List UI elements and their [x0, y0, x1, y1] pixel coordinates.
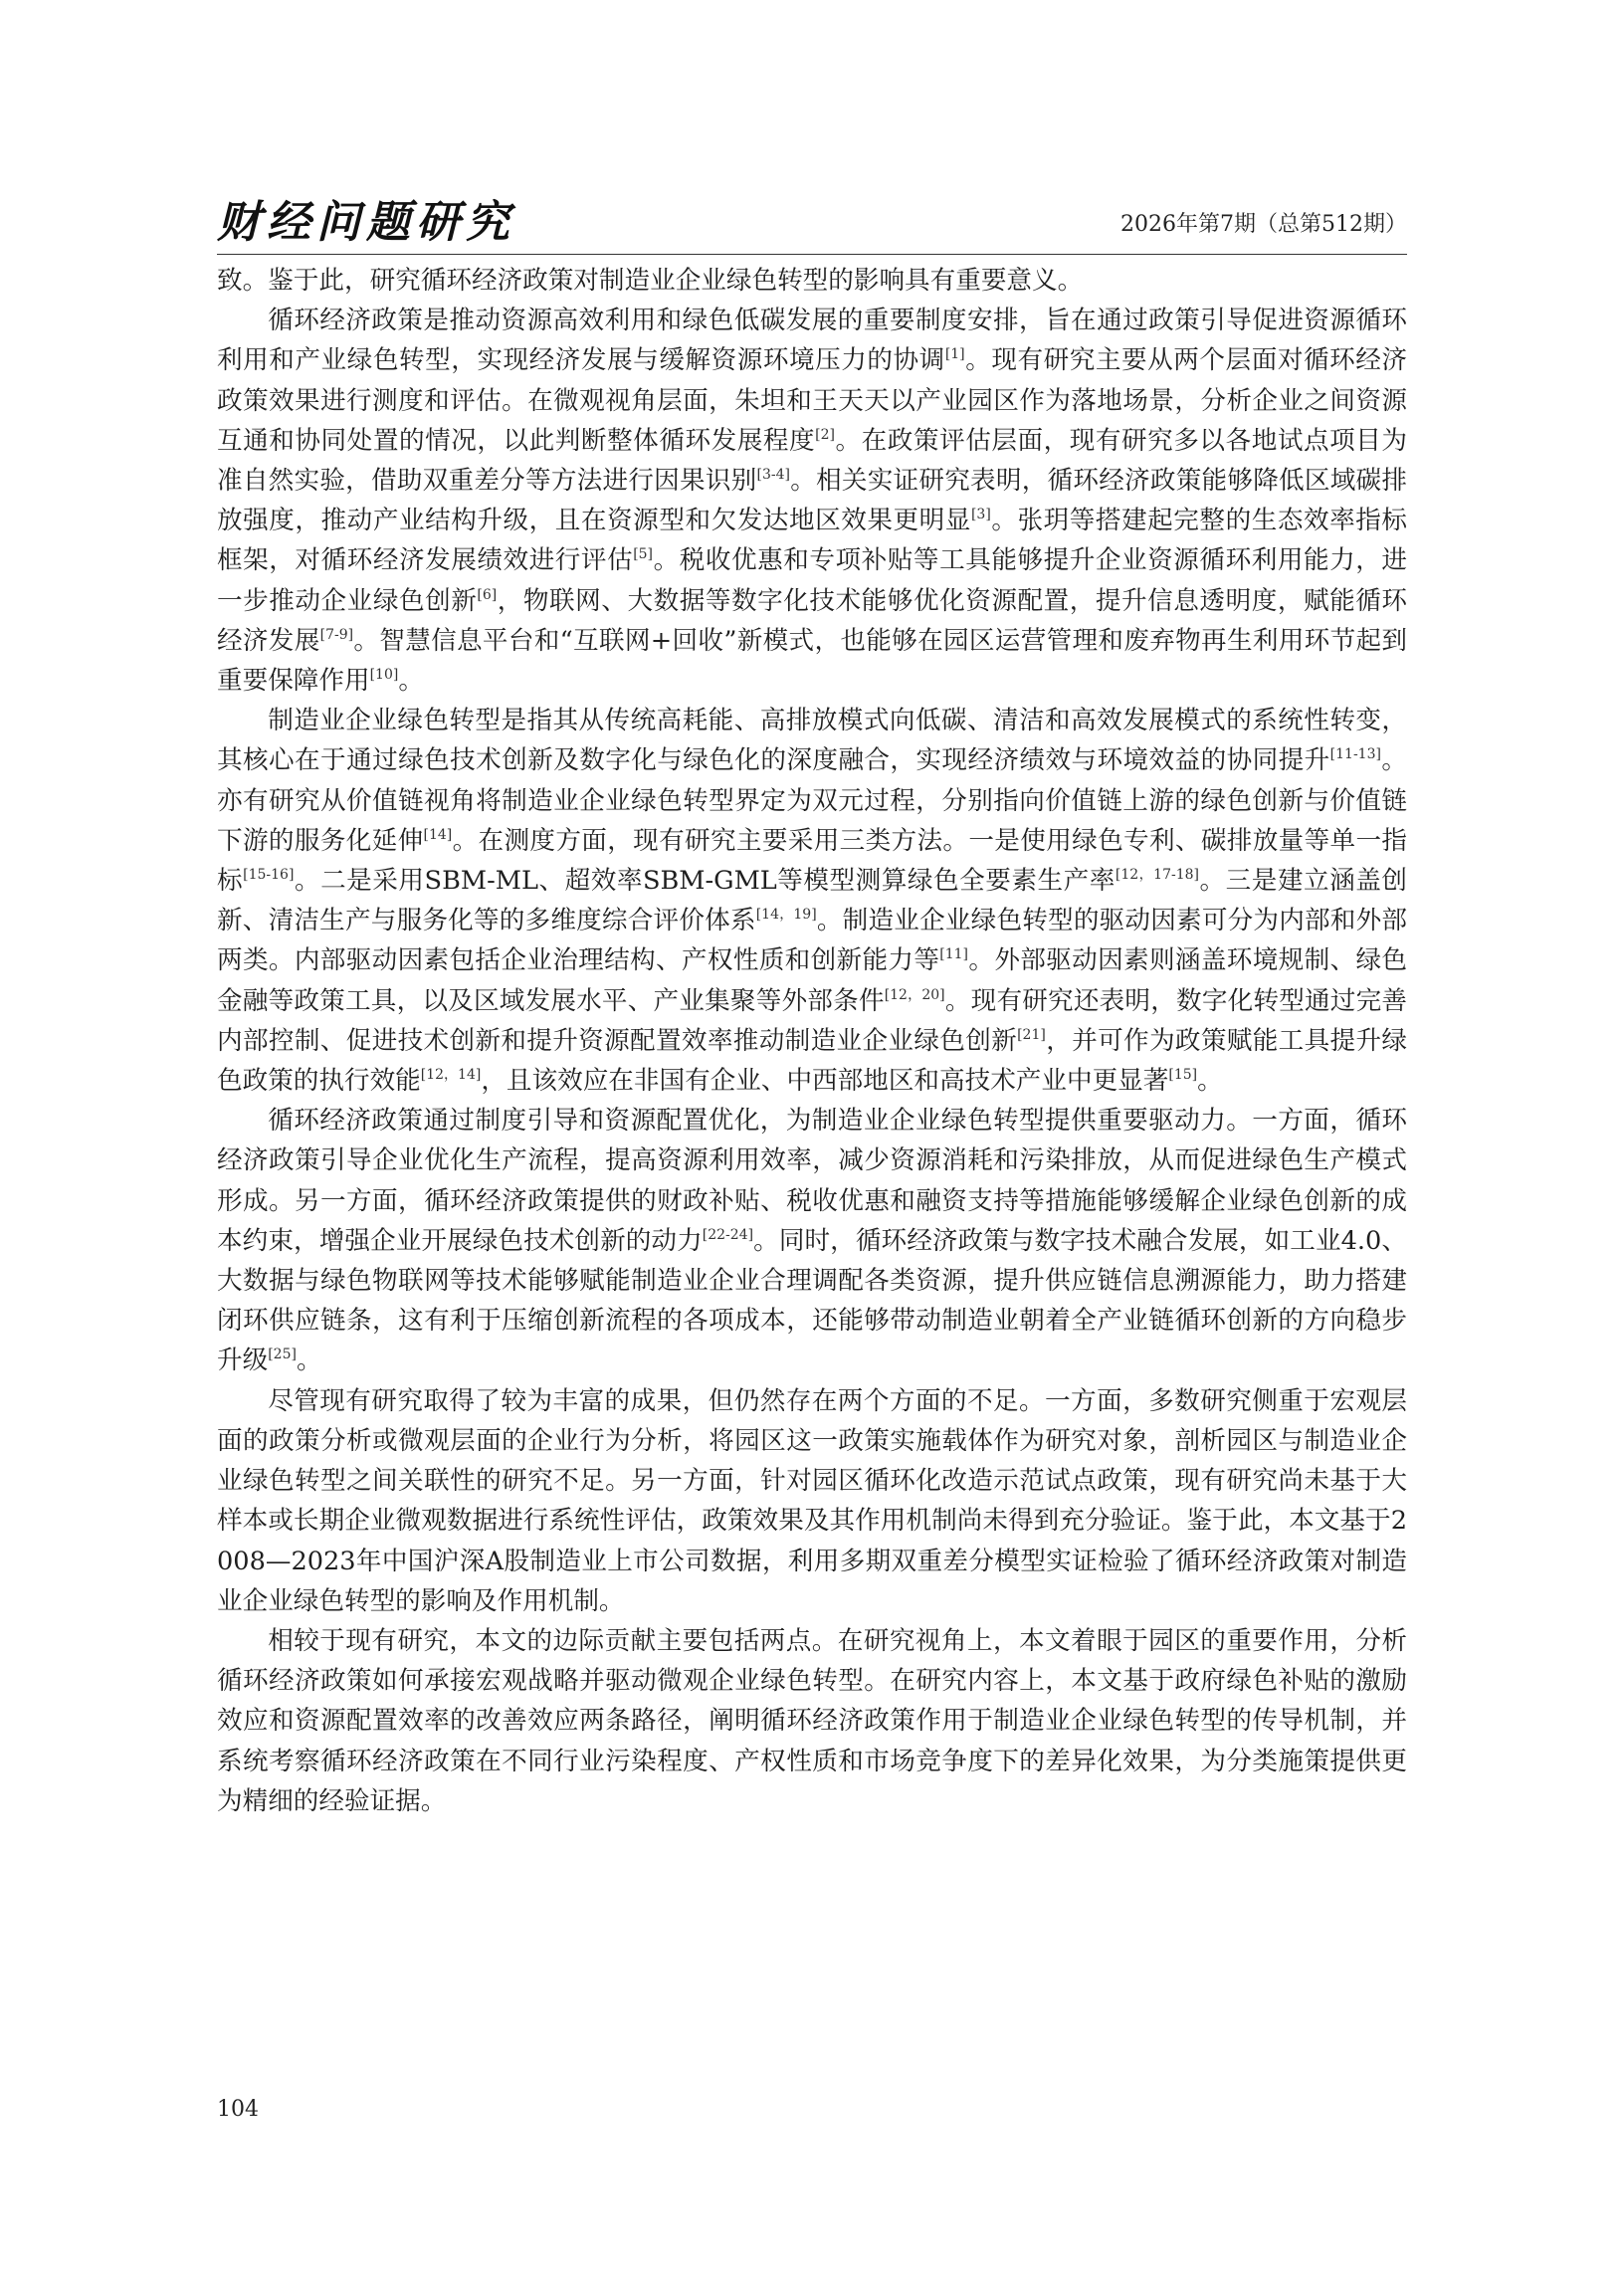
- paragraph: [217, 1101, 1407, 1380]
- text-run: 。在政策评估层面，现有研究多以各地试点项目为准自然实验，借助双重差分等方法进行因果识别: [217, 425, 1407, 497]
- text-run: 。外部驱动因素则涵盖环境规制、绿色金融等政策工具，以及区域发展水平、产业集聚等外部条件: [217, 945, 1407, 1016]
- citation-ref: [2]: [815, 426, 835, 443]
- text-run: 。现有研究还表明，数字化转型通过完善内部控制、促进技术创新和提升资源配置效率推动制造业企业绿色创新: [217, 985, 1407, 1056]
- text-run: 致。鉴于此，研究循环经济政策对制造业企业绿色转型的影响具有重要意义。: [217, 266, 1084, 296]
- text-run: 循环经济政策是推动资源高效利用和绿色低碳发展的重要制度安排，旨在通过政策引导促进资源循环利用和产业绿色转型，实现经济发展与缓解资源环境压力的协调: [217, 306, 1407, 376]
- issue-info: 2026年第7期（总第512期）: [1120, 212, 1407, 237]
- journal-title: 财经问题研究: [217, 197, 515, 248]
- text-run: 。: [398, 666, 424, 697]
- citation-ref: [5]: [633, 546, 654, 563]
- text-run: 。智慧信息平台和“互联网+回收”新模式，也能够在园区运营管理和废弃物再生利用环节起到重要保障作用: [217, 625, 1407, 697]
- text-run: 制造业企业绿色转型是指其从传统高耗能、高排放模式向低碳、清洁和高效发展模式的系统性转变，其核心在于通过绿色技术创新及数字化与绿色化的深度融合，实现经济绩效与环境效益的协同提升: [217, 706, 1407, 776]
- text-run: 。在测度方面，现有研究主要采用三类方法。一是使用绿色专利、碳排放量等单一指标: [217, 825, 1407, 897]
- text-run: 。制造业企业绿色转型的驱动因素可分为内部和外部两类。内部驱动因素包括企业治理结构、产权性质和创新能力等: [217, 906, 1407, 976]
- paragraph: [217, 1381, 1407, 1621]
- citation-ref: [6]: [477, 586, 498, 603]
- text-run: 。亦有研究从价值链视角将制造业企业绿色转型界定为双元过程，分别指向价值链上游的绿色创新与价值链下游的服务化延伸: [217, 745, 1407, 856]
- citation-ref: [12，20]: [884, 986, 945, 1003]
- citation-ref: [1]: [944, 346, 965, 363]
- paragraph: [217, 701, 1407, 1101]
- citation-ref: [3-4]: [756, 467, 790, 484]
- text-run: 。: [1197, 1066, 1223, 1097]
- citation-ref: [12，17-18]: [1115, 867, 1200, 884]
- citation-ref: [21]: [1017, 1026, 1046, 1043]
- body-text: [217, 261, 1407, 1821]
- text-run: ，物联网、大数据等数字化技术能够优化资源配置，提升信息透明度，赋能循环经济发展: [217, 585, 1407, 656]
- citation-ref: [14，19]: [755, 907, 817, 924]
- citation-ref: [15-16]: [243, 867, 295, 884]
- citation-ref: [22-24]: [702, 1226, 754, 1243]
- citation-ref: [11]: [939, 946, 969, 963]
- text-run: 尽管现有研究取得了较为丰富的成果，但仍然存在两个方面的不足。一方面，多数研究侧重于宏观层面的政策分析或微观层面的企业行为分析，将园区这一政策实施载体作为研究对象，剖析园区与制造业企业绿色转型之间关联性的研究不足。另一方面，针对园区循环化改造示范试点政策，现有研究尚未基于大样本或长期企业微观数据进行系统性评估，政策效果及其作用机制尚未得到充分验证。鉴于此，本文基于2008—2023年中国沪深A股制造业上市公司数据，利用多期双重差分模型实证检验了循环经济政策对制造业企业绿色转型的影响及作用机制。: [217, 1385, 1407, 1616]
- citation-ref: [12，14]: [420, 1067, 482, 1084]
- citation-ref: [25]: [268, 1347, 297, 1363]
- text-run: 。: [296, 1346, 322, 1376]
- citation-ref: [11-13]: [1329, 746, 1381, 763]
- text-run: 。张玥等搭建起完整的生态效率指标框架，对循环经济发展绩效进行评估: [217, 506, 1407, 576]
- text-run: 。三是建立涵盖创新、清洁生产与服务化等的多维度综合评价体系: [217, 866, 1407, 936]
- paragraph: [217, 1621, 1407, 1821]
- text-run: 。税收优惠和专项补贴等工具能够提升企业资源循环利用能力，进一步推动企业绿色创新: [217, 545, 1407, 616]
- citation-ref: [10]: [369, 667, 399, 684]
- text-run: ，且该效应在非国有企业、中西部地区和高技术产业中更显著: [481, 1066, 1169, 1097]
- citation-ref: [15]: [1168, 1067, 1198, 1084]
- text-run: ，并可作为政策赋能工具提升绿色政策的执行效能: [217, 1025, 1407, 1097]
- running-header: [217, 195, 1407, 251]
- text-run: 。二是采用SBM-ML、超效率SBM-GML等模型测算绿色全要素生产率: [294, 866, 1116, 897]
- text-run: 。现有研究主要从两个层面对循环经济政策效果进行测度和评估。在微观视角层面，朱坦和王天天以产业园区作为落地场景，分析企业之间资源互通和协同处置的情况，以此判断整体循环发展程度: [217, 345, 1407, 456]
- paragraph: [217, 301, 1407, 701]
- text-run: 。相关实证研究表明，循环经济政策能够降低区域碳排放强度，推动产业结构升级，且在资源型和欠发达地区效果更明显: [217, 466, 1407, 536]
- citation-ref: [3]: [970, 507, 991, 523]
- citation-ref: [14]: [423, 826, 453, 843]
- header-rule: [217, 254, 1407, 255]
- citation-ref: [7-9]: [319, 626, 354, 643]
- text-run: 相较于现有研究，本文的边际贡献主要包括两点。在研究视角上，本文着眼于园区的重要作用，分析循环经济政策如何承接宏观战略并驱动微观企业绿色转型。在研究内容上，本文基于政府绿色补贴的激励效应和资源配置效率的改善效应两条路径，阐明循环经济政策作用于制造业企业绿色转型的传导机制，并系统考察循环经济政策在不同行业污染程度、产权性质和市场竞争度下的差异化效果，为分类施策提供更为精细的经验证据。: [217, 1625, 1407, 1816]
- page-number: 104: [217, 2097, 259, 2122]
- paragraph: [217, 261, 1407, 301]
- text-run: 。同时，循环经济政策与数字技术融合发展，如工业4.0、大数据与绿色物联网等技术能够赋能制造业企业合理调配各类资源，提升供应链信息溯源能力，助力搭建闭环供应链条，这有利于压缩创新流程的各项成本，还能够带动制造业朝着全产业链循环创新的方向稳步升级: [217, 1225, 1407, 1376]
- text-run: 循环经济政策通过制度引导和资源配置优化，为制造业企业绿色转型提供重要驱动力。一方面，循环经济政策引导企业优化生产流程，提高资源利用效率，减少资源消耗和污染排放，从而促进绿色生产模式形成。另一方面，循环经济政策提供的财政补贴、税收优惠和融资支持等措施能够缓解企业绿色创新的成本约束，增强企业开展绿色技术创新的动力: [217, 1106, 1407, 1256]
